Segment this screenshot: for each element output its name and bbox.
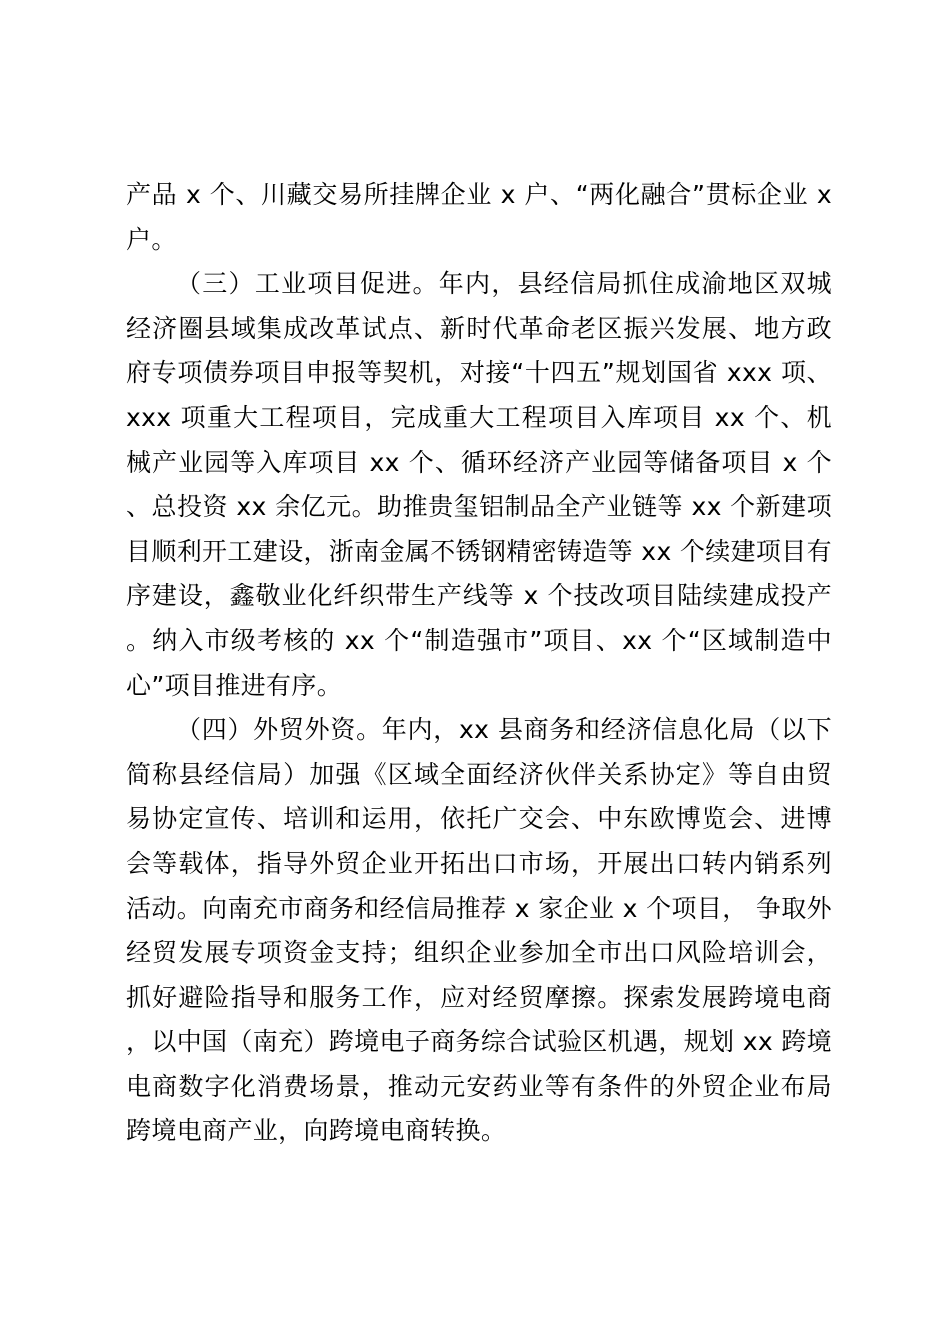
paragraph-industrial-projects: （三）工业项目促进。年内，县经信局抓住成渝地区双城经济圈县域集成改革试点、新时代革命老区振兴发展、地方政府专项债券项目申报等契机，对接“十四五”规划国省 xxx 项、xxx 项重大工程项目，完成重大工程项目入库项目 xx 个、机械产业园等入库项目 xx 个、循环经济产业园等储备项目 x 个、总投资 xx 余亿元。助推贵玺铝制品全产业链等 xx 个新建项目顺利开工建设，浙南金属不锈钢精密铸造等 xx 个续建项目有序建设，鑫敬业化纤织带生产线等 x 个技改项目陆续建成投产。纳入市级考核的 xx 个“制造强市”项目、xx 个“区域制造中心”项目推进有序。 (126, 269, 832, 700)
document-page (126, 173, 832, 1154)
paragraph-continuation: 产品 x 个、川藏交易所挂牌企业 x 户、“两化融合”贯标企业 x 户。 (126, 180, 832, 254)
paragraph-foreign-trade: （四）外贸外资。年内，xx 县商务和经济信息化局（以下简称县经信局）加强《区域全面经济伙伴关系协定》等自由贸易协定宣传、培训和运用，依托广交会、中东欧博览会、进博会等载体，指导外贸企业开拓出口市场，开展出口转内销系列活动。向南充市商务和经信局推荐 x 家企业 x 个项目， 争取外经贸发展专项资金支持；组织企业参加全市出口风险培训会，抓好避险指导和服务工作，应对经贸摩擦。探索发展跨境电商，以中国（南充）跨境电子商务综合试验区机遇，规划 xx 跨境电商数字化消费场景，推动元安药业等有条件的外贸企业布局跨境电商产业，向跨境电商转换。 (126, 715, 832, 1146)
